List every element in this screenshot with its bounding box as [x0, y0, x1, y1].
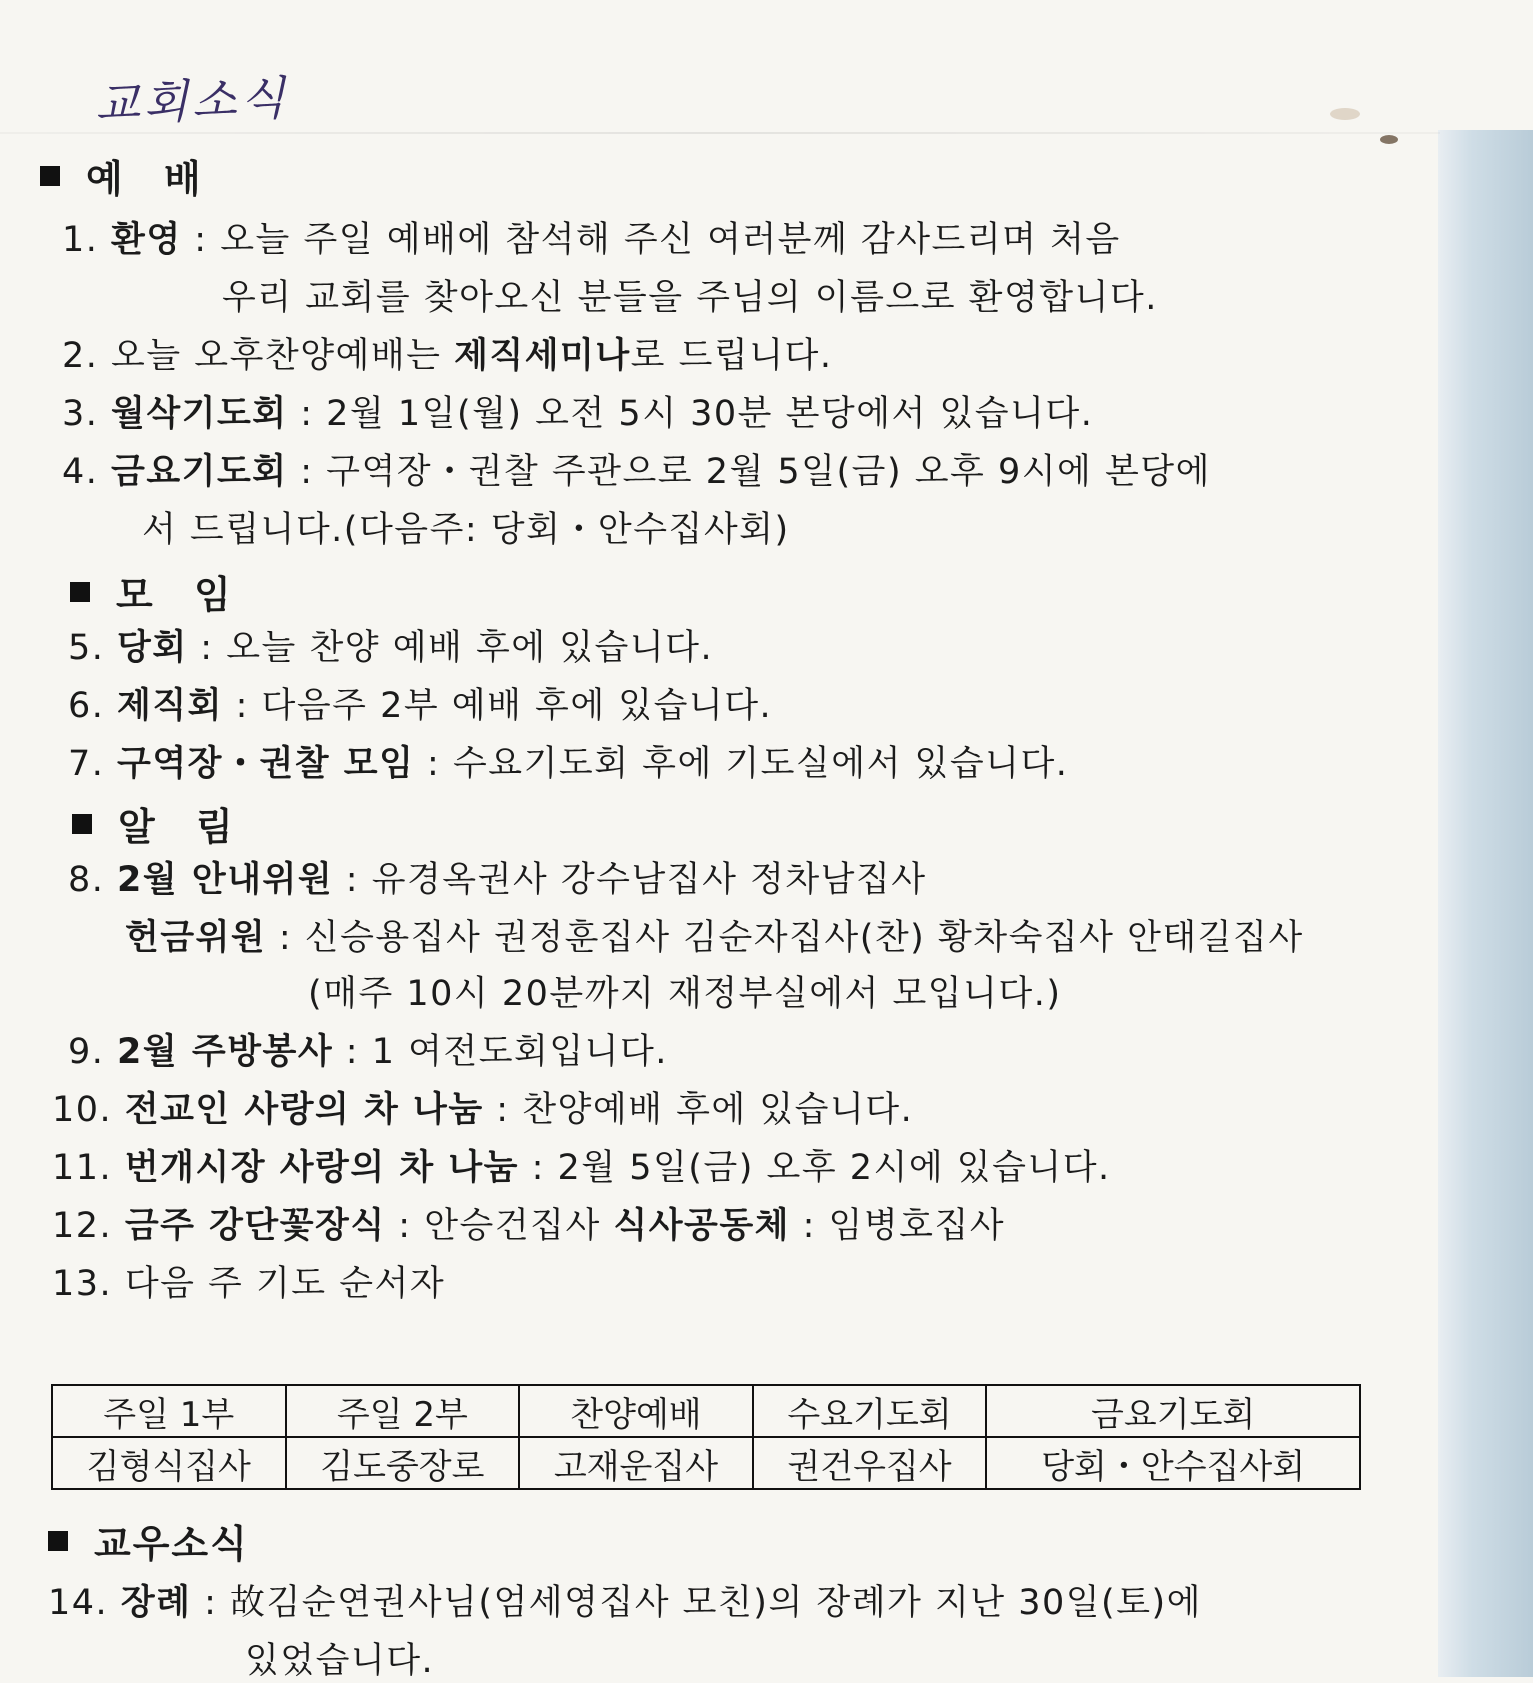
table-cell: 권건우집사 — [753, 1437, 987, 1489]
section-heading-members — [48, 1513, 249, 1568]
table-row — [52, 1437, 1360, 1489]
list-item-2 — [62, 328, 832, 378]
item-text: 유경옥권사 강수남집사 정차남집사 — [371, 860, 927, 900]
item-heading: 금주 강단꽃장식 — [124, 1206, 386, 1246]
item-separator: : — [518, 1148, 558, 1188]
item-separator: : — [222, 686, 262, 726]
section-heading-gathering — [70, 564, 245, 619]
list-item-3 — [62, 386, 1093, 436]
square-bullet-icon — [40, 166, 60, 186]
section-heading-worship — [40, 148, 215, 203]
item-number: 2. — [62, 336, 99, 376]
item-text: 2월 5일(금) 오후 2시에 있습니다. — [557, 1148, 1111, 1188]
item-separator: : — [333, 1032, 372, 1072]
table-header-cell: 주일 1부 — [52, 1385, 286, 1437]
item-heading: 월삭기도회 — [111, 394, 288, 434]
item-separator: : — [385, 1206, 425, 1246]
item-number: 6. — [68, 686, 105, 726]
table-header-cell: 주일 2부 — [286, 1385, 520, 1437]
item-text: 다음주 2부 예배 후에 있습니다. — [261, 686, 773, 726]
item-separator: : — [187, 628, 227, 668]
item-separator: : — [414, 744, 453, 784]
table-cell: 고재운집사 — [519, 1437, 753, 1489]
item-text: 찬양예배 후에 있습니다. — [522, 1090, 914, 1130]
table-header-cell: 찬양예배 — [519, 1385, 753, 1437]
list-item-14-continued: 있었습니다. — [245, 1641, 435, 1681]
section-label: 모 임 — [116, 573, 245, 617]
page-title: 교회소식 — [94, 70, 290, 132]
item-heading: 제직회 — [117, 686, 223, 726]
item-text: 구역장・권찰 주관으로 2월 5일(금) 오후 9시에 본당에 — [326, 452, 1211, 492]
list-item-8-continued: (매주 10시 20분까지 재정부실에서 모입니다.) — [308, 974, 1062, 1014]
item-heading: 2월 안내위원 — [117, 860, 334, 900]
item-text: 다음 주 기도 순서자 — [124, 1264, 446, 1304]
list-item-1 — [62, 212, 1121, 262]
table-header-cell: 금요기도회 — [986, 1385, 1360, 1437]
list-item-4-continued: 서 드립니다.(다음주: 당회・안수집사회) — [142, 510, 790, 550]
item-number: 8. — [68, 860, 105, 900]
item-number: 4. — [62, 452, 99, 492]
item-number: 13. — [52, 1264, 113, 1304]
list-item-11 — [52, 1140, 1111, 1190]
list-item-10 — [52, 1082, 913, 1132]
item-heading: 환영 — [111, 220, 182, 260]
item-text: 故김순연권사님(엄세영집사 모친)의 장례가 지난 30일(토)에 — [229, 1583, 1202, 1623]
item-text: 안승건집사 — [424, 1206, 601, 1246]
item-separator: : — [181, 220, 221, 260]
list-item-6 — [68, 678, 772, 728]
item-number: 14. — [48, 1583, 109, 1623]
item-separator: : — [191, 1583, 230, 1623]
item-heading: 구역장・권찰 모임 — [117, 744, 415, 784]
square-bullet-icon — [48, 1531, 68, 1551]
item-heading: 금요기도회 — [111, 452, 288, 492]
item-separator: : — [333, 860, 372, 900]
item-text: 오늘 찬양 예배 후에 있습니다. — [226, 628, 714, 668]
list-item-1-continued: 우리 교회를 찾아오신 분들을 주님의 이름으로 환영합니다. — [222, 278, 1158, 318]
item-heading: 장례 — [120, 1583, 192, 1623]
square-bullet-icon — [70, 582, 90, 602]
item-heading: 번개시장 사랑의 차 나눔 — [124, 1148, 519, 1188]
item-text: 2월 1일(월) 오전 5시 30분 본당에서 있습니다. — [326, 394, 1094, 434]
item-heading: 헌금위원 — [125, 918, 267, 958]
table-cell: 김형식집사 — [52, 1437, 286, 1489]
section-label: 교우소식 — [94, 1522, 249, 1566]
item-separator: : — [266, 918, 305, 958]
table-cell: 당회・안수집사회 — [986, 1437, 1360, 1489]
item-separator: : — [789, 1206, 829, 1246]
item-emphasis: 제직세미나 — [454, 336, 631, 376]
item-number: 7. — [68, 744, 105, 784]
paper-stain-dark — [1380, 135, 1398, 144]
item-text-end: 로 드립니다. — [630, 336, 833, 376]
item-number: 9. — [68, 1032, 105, 1072]
paper-edge-background — [1438, 130, 1533, 1677]
item-number: 11. — [52, 1148, 113, 1188]
item-number: 10. — [52, 1090, 113, 1130]
section-label: 알 림 — [118, 805, 247, 849]
item-text: 신승용집사 권정훈집사 김순자집사(찬) 황차숙집사 안태길집사 — [304, 918, 1304, 958]
item-separator: : — [287, 394, 327, 434]
item-number: 1. — [62, 220, 99, 260]
item-heading-2: 식사공동체 — [613, 1206, 790, 1246]
item-text: 오늘 오후찬양예배는 — [111, 336, 455, 376]
section-heading-notice — [72, 796, 247, 851]
list-item-7 — [68, 736, 1068, 786]
list-item-5 — [68, 620, 713, 670]
paper-fold-line — [0, 132, 1440, 134]
table-header-cell: 수요기도회 — [753, 1385, 987, 1437]
prayer-schedule-table — [51, 1384, 1361, 1490]
list-item-8-offering — [125, 910, 1304, 960]
item-separator: : — [483, 1090, 523, 1130]
table-header-row — [52, 1385, 1360, 1437]
square-bullet-icon — [72, 814, 92, 834]
list-item-12 — [52, 1198, 1005, 1248]
item-heading: 전교인 사랑의 차 나눔 — [124, 1090, 484, 1130]
item-text: 1 여전도회입니다. — [371, 1032, 668, 1072]
item-number: 5. — [68, 628, 105, 668]
list-item-14 — [48, 1575, 1202, 1625]
item-number: 3. — [62, 394, 99, 434]
section-label: 예 배 — [86, 157, 215, 201]
item-text: 수요기도회 후에 기도실에서 있습니다. — [452, 744, 1069, 784]
paper-stain — [1330, 108, 1360, 120]
list-item-9 — [68, 1024, 668, 1074]
item-number: 12. — [52, 1206, 113, 1246]
list-item-4 — [62, 444, 1211, 494]
table-cell: 김도중장로 — [286, 1437, 520, 1489]
item-separator: : — [287, 452, 327, 492]
list-item-13 — [52, 1256, 445, 1306]
item-text-2: 임병호집사 — [828, 1206, 1006, 1246]
item-text: 오늘 주일 예배에 참석해 주신 여러분께 감사드리며 처음 — [220, 220, 1121, 260]
item-heading: 당회 — [117, 628, 188, 668]
list-item-8 — [68, 852, 927, 902]
item-heading: 2월 주방봉사 — [117, 1032, 334, 1072]
